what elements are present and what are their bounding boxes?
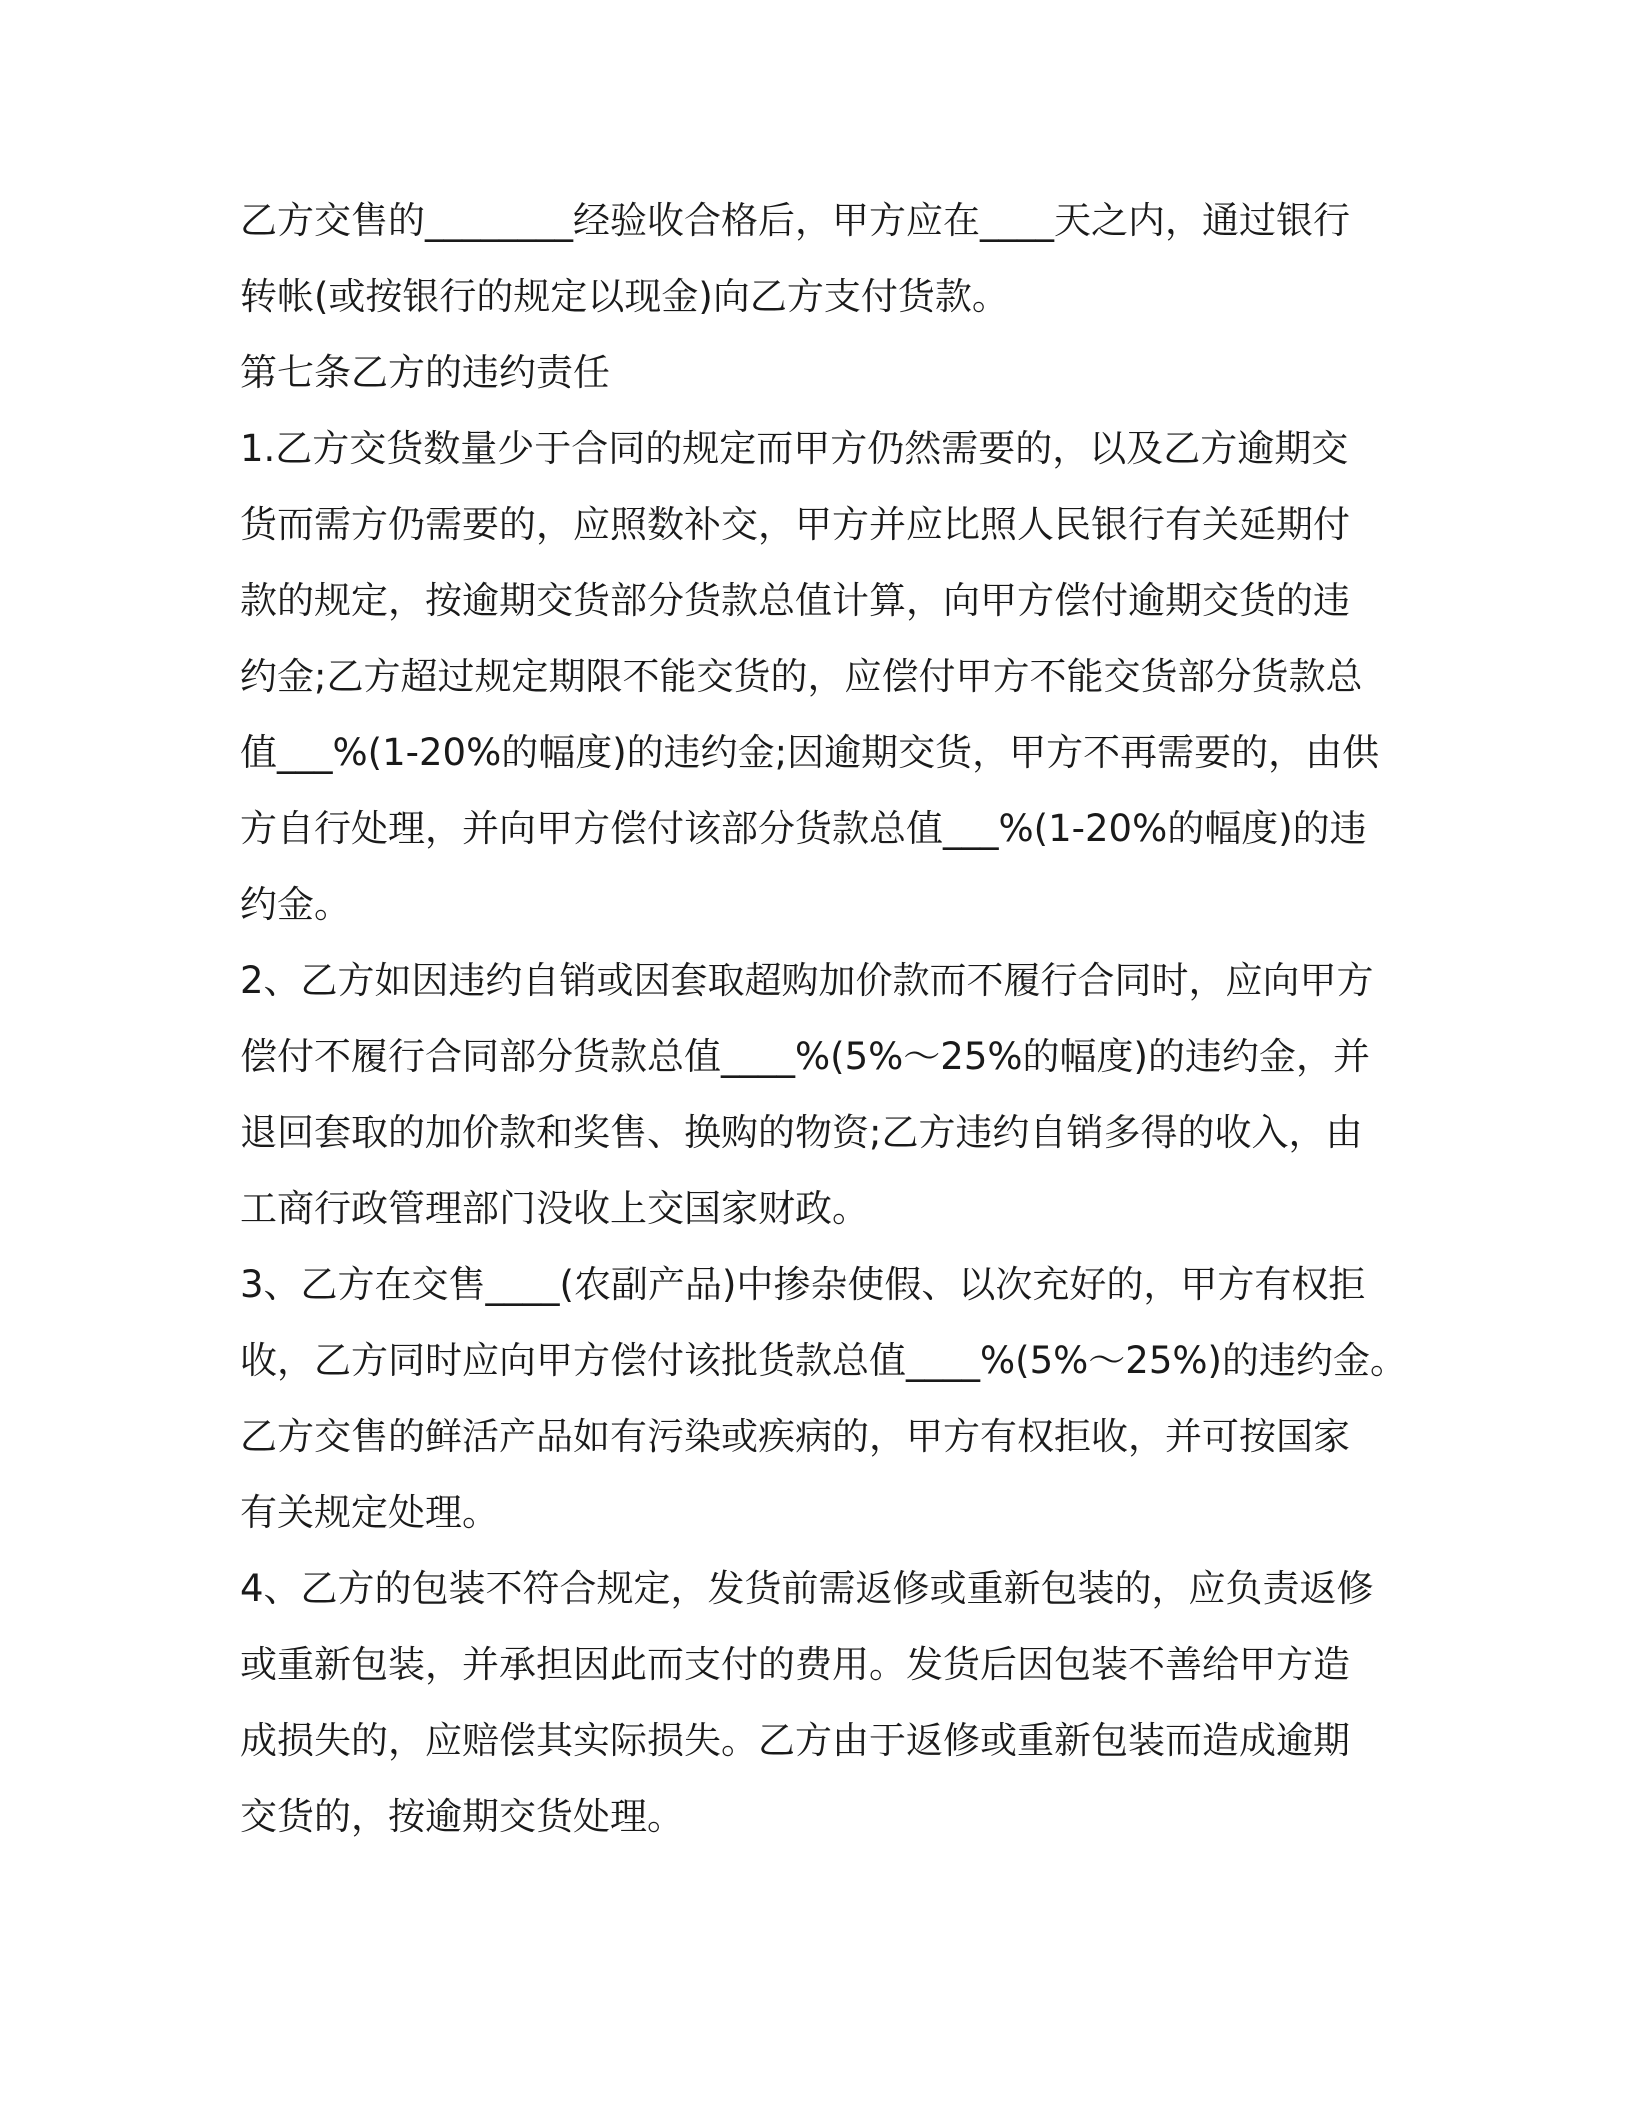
text-line: 值___%(1-20%的幅度)的违约金;因逾期交货，甲方不再需要的，由供 — [240, 731, 1380, 774]
document-body — [240, 183, 1430, 1855]
text-line: 方自行处理，并向甲方偿付该部分货款总值___%(1-20%的幅度)的违 — [240, 807, 1367, 850]
text-line: 约金;乙方超过规定期限不能交货的，应偿付甲方不能交货部分货款总 — [240, 655, 1363, 698]
text-line: 货而需方仍需要的，应照数补交，甲方并应比照人民银行有关延期付 — [240, 503, 1350, 546]
text-line: 约金。 — [240, 883, 351, 926]
section-heading: 第七条乙方的违约责任 — [240, 351, 610, 394]
text-line: 交货的，按逾期交货处理。 — [240, 1795, 684, 1838]
text-line: 转帐(或按银行的规定以现金)向乙方支付货款。 — [240, 275, 1009, 318]
text-line: 或重新包装，并承担因此而支付的费用。发货后因包装不善给甲方造 — [240, 1643, 1350, 1686]
text-line: 乙方交售的________经验收合格后，甲方应在____天之内，通过银行 — [240, 199, 1350, 242]
text-line: 1.乙方交货数量少于合同的规定而甲方仍然需要的，以及乙方逾期交 — [240, 427, 1349, 470]
text-line: 款的规定，按逾期交货部分货款总值计算，向甲方偿付逾期交货的违 — [240, 579, 1350, 622]
text-line: 偿付不履行合同部分货款总值____%(5%～25%的幅度)的违约金，并 — [240, 1035, 1370, 1078]
text-line: 乙方交售的鲜活产品如有污染或疾病的，甲方有权拒收，并可按国家 — [240, 1415, 1350, 1458]
text-line: 4、乙方的包装不符合规定，发货前需返修或重新包装的，应负责返修 — [240, 1567, 1374, 1610]
text-line: 成损失的，应赔偿其实际损失。乙方由于返修或重新包装而造成逾期 — [240, 1719, 1350, 1762]
text-line: 收，乙方同时应向甲方偿付该批货款总值____%(5%～25%)的违约金。 — [240, 1339, 1407, 1382]
text-line: 有关规定处理。 — [240, 1491, 499, 1534]
text-line: 3、乙方在交售____(农副产品)中掺杂使假、以次充好的，甲方有权拒 — [240, 1263, 1366, 1306]
text-line: 工商行政管理部门没收上交国家财政。 — [240, 1187, 869, 1230]
text-line: 2、乙方如因违约自销或因套取超购加价款而不履行合同时，应向甲方 — [240, 959, 1374, 1002]
text-line: 退回套取的加价款和奖售、换购的物资;乙方违约自销多得的收入，由 — [240, 1111, 1363, 1154]
